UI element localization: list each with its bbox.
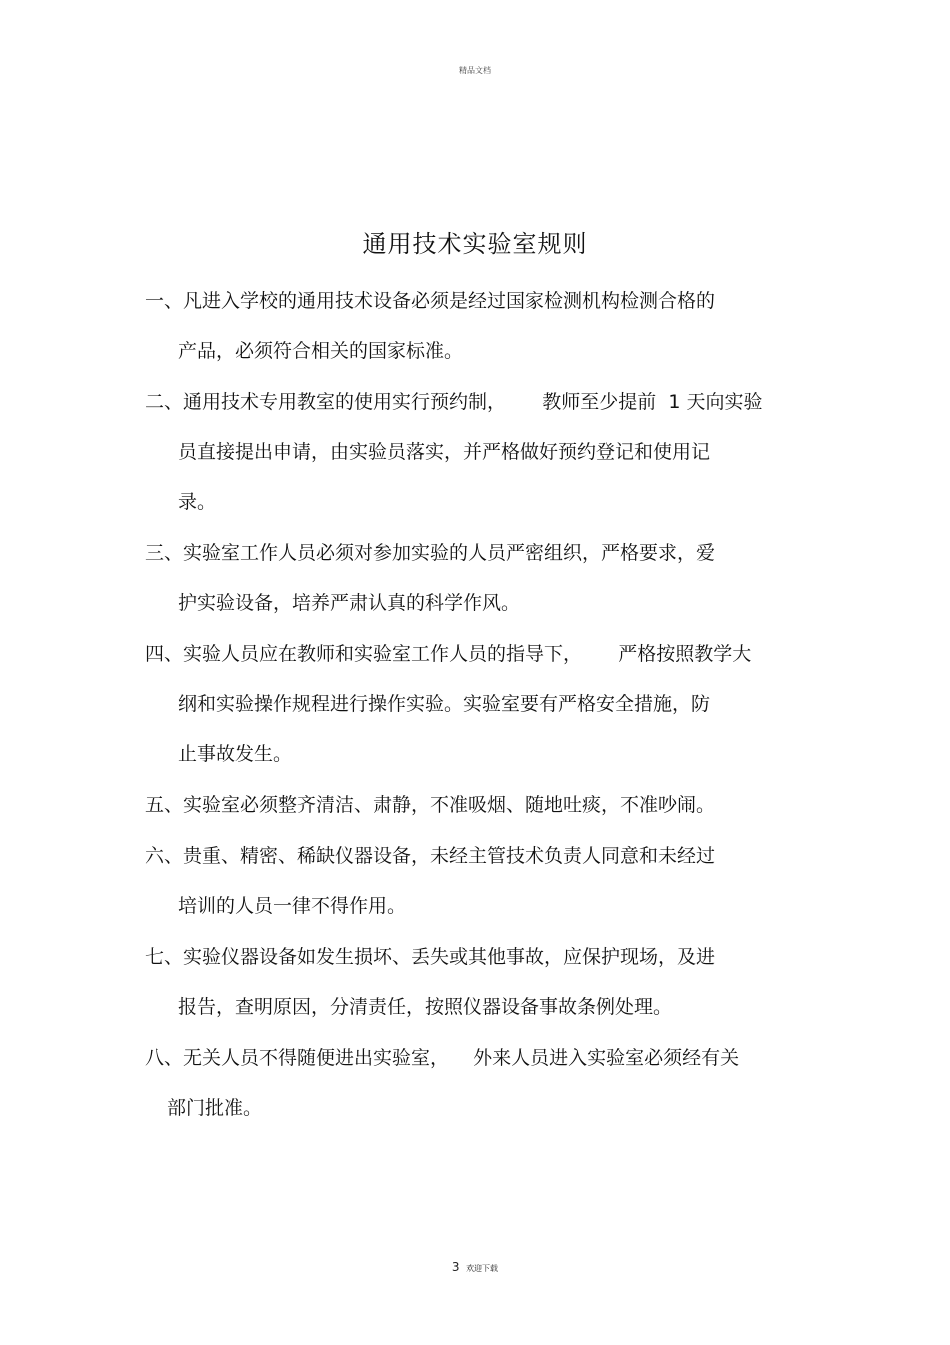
rule-item	[145, 377, 825, 527]
rule-line: 三、实验室工作人员必须对参加实验的人员严密组织，严格要求，爱	[145, 542, 716, 564]
rule-line: 二、通用技术专用教室的使用实行预约制， 教师至少提前 1 天向实验	[145, 391, 763, 413]
rule-line: 纲和实验操作规程进行操作实验。实验室要有严格安全措施，防	[178, 693, 711, 715]
rule-line: 录。	[178, 491, 217, 513]
rule-line: 一、凡进入学校的通用技术设备必须是经过国家检测机构检测合格的	[145, 290, 716, 312]
rule-item	[145, 629, 825, 779]
rule-item	[145, 528, 825, 628]
rule-line: 护实验设备，培养严肃认真的科学作风。	[178, 592, 521, 614]
rule-line: 产品，必须符合相关的国家标准。	[178, 340, 464, 362]
rule-line: 报告，查明原因，分清责任，按照仪器设备事故条例处理。	[178, 996, 673, 1018]
rule-item	[145, 276, 825, 376]
rules-list	[145, 276, 825, 1134]
rule-line: 七、实验仪器设备如发生损坏、丢失或其他事故，应保护现场，及进	[145, 946, 716, 968]
rule-line: 止事故发生。	[178, 743, 293, 765]
page-footer	[0, 1260, 950, 1274]
rule-item	[145, 1033, 825, 1133]
header-note: 精品文档	[459, 66, 491, 75]
rule-line: 六、贵重、精密、稀缺仪器设备，未经主管技术负责人同意和未经过	[145, 845, 716, 867]
rule-line: 五、实验室必须整齐清洁、肃静，不准吸烟、随地吐痰，不准吵闹。	[145, 794, 716, 816]
page-number: 3	[451, 1260, 460, 1274]
rule-line: 八、无关人员不得随便进出实验室， 外来人员进入实验室必须经有关	[145, 1047, 740, 1069]
document-title: 通用技术实验室规则	[362, 230, 588, 258]
rule-item	[145, 780, 825, 830]
rule-line: 四、实验人员应在教师和实验室工作人员的指导下， 严格按照教学大	[145, 643, 752, 665]
rule-line: 员直接提出申请，由实验员落实，并严格做好预约登记和使用记	[178, 441, 711, 463]
footer-text: 欢迎下载	[466, 1264, 499, 1273]
rule-line: 培训的人员一律不得作用。	[178, 895, 407, 917]
rule-line: 部门批准。	[167, 1097, 263, 1119]
rule-item	[145, 932, 825, 1032]
rule-item	[145, 831, 825, 931]
